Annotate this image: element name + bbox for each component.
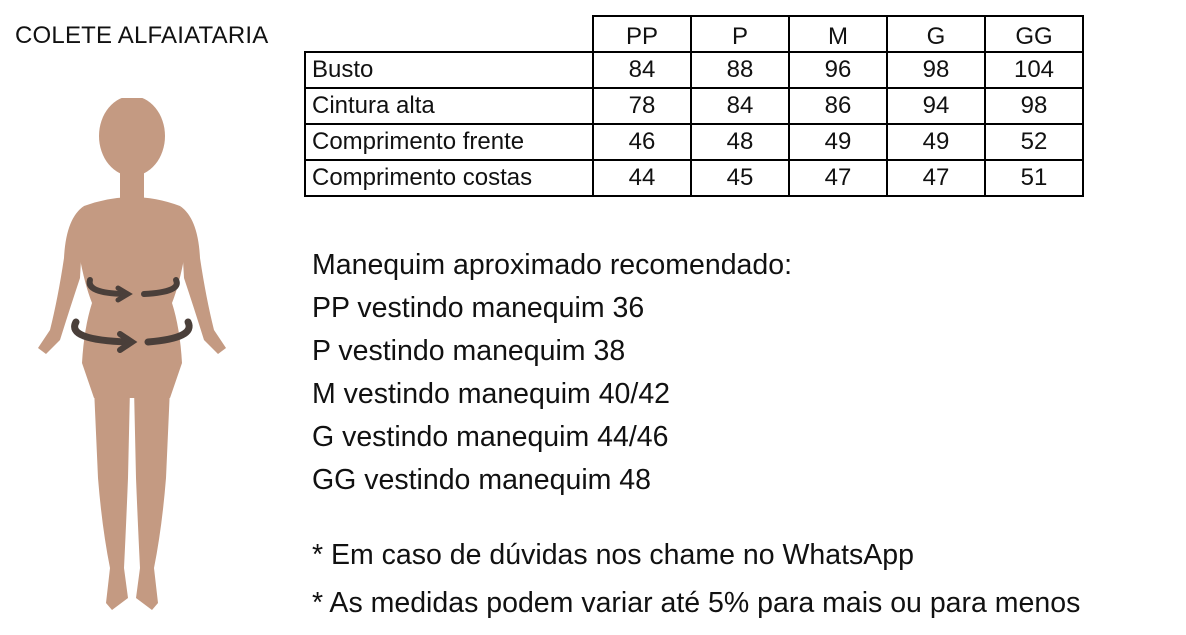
size-header-pp: PP: [593, 16, 691, 52]
recommendation-line: G vestindo manequim 44/46: [312, 421, 669, 453]
table-cell: 78: [593, 88, 691, 124]
size-header-gg: GG: [985, 16, 1083, 52]
recommendation-line: M vestindo manequim 40/42: [312, 378, 671, 410]
table-row: [305, 124, 1083, 160]
row-label: Busto: [305, 52, 593, 88]
recommendation-line: PP vestindo manequim 36: [312, 292, 645, 324]
table-cell: 98: [985, 88, 1083, 124]
table-cell: 104: [985, 52, 1083, 88]
product-title: COLETE ALFAIATARIA: [15, 22, 269, 49]
table-cell: 52: [985, 124, 1083, 160]
notes-block: [312, 531, 1080, 627]
table-cell: 49: [789, 124, 887, 160]
table-cell: 48: [691, 124, 789, 160]
table-cell: 44: [593, 160, 691, 196]
whatsapp-note: * Em caso de dúvidas nos chame no WhatsApp: [312, 539, 914, 571]
table-cell: 49: [887, 124, 985, 160]
table-cell: 84: [691, 88, 789, 124]
recommendation-block: [312, 244, 792, 502]
size-header-row: [305, 16, 1083, 52]
table-cell: 47: [887, 160, 985, 196]
row-label: Comprimento frente: [305, 124, 593, 160]
table-cell: 96: [789, 52, 887, 88]
table-cell: 47: [789, 160, 887, 196]
table-cell: 88: [691, 52, 789, 88]
table-row: [305, 52, 1083, 88]
size-header-p: P: [691, 16, 789, 52]
body-measurement-illustration: [20, 98, 245, 628]
row-label: Cintura alta: [305, 88, 593, 124]
body-silhouette: [38, 98, 226, 610]
table-corner: [305, 16, 593, 52]
table-cell: 98: [887, 52, 985, 88]
size-chart-table: [304, 15, 1084, 197]
table-cell: 51: [985, 160, 1083, 196]
table-cell: 86: [789, 88, 887, 124]
row-label: Comprimento costas: [305, 160, 593, 196]
size-header-g: G: [887, 16, 985, 52]
table-row: [305, 160, 1083, 196]
table-cell: 84: [593, 52, 691, 88]
table-cell: 94: [887, 88, 985, 124]
size-header-m: M: [789, 16, 887, 52]
recommendation-heading: Manequim aproximado recomendado:: [312, 249, 793, 281]
table-cell: 46: [593, 124, 691, 160]
table-cell: 45: [691, 160, 789, 196]
measurement-variance-note: * As medidas podem variar até 5% para mais ou para menos: [312, 587, 1081, 619]
recommendation-line: GG vestindo manequim 48: [312, 464, 652, 496]
recommendation-line: P vestindo manequim 38: [312, 335, 626, 367]
table-row: [305, 88, 1083, 124]
